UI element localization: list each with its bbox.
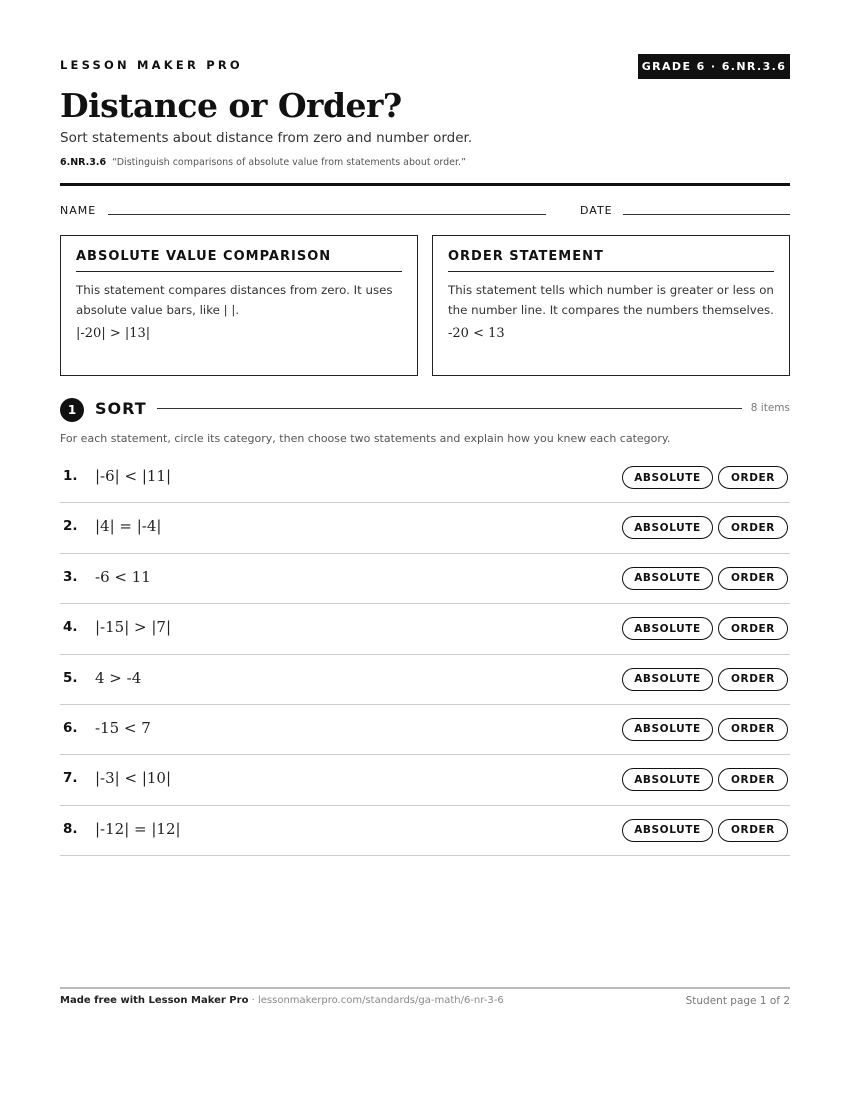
standard-line [60,157,466,168]
item-statement: |-3| < |10| [95,769,172,788]
card-title: ABSOLUTE VALUE COMPARISON [76,249,402,272]
section-instructions: For each statement, circle its category, then choose two statements and explain how you knew each category. [60,432,671,445]
list-item [60,503,790,553]
page-subtitle: Sort statements about distance from zero and number order. [60,130,473,146]
order-choice-button[interactable]: ORDER [718,466,788,489]
statement-list [60,453,790,856]
date-field[interactable] [623,214,790,215]
footer-separator: · [248,995,258,1006]
card-title: ORDER STATEMENT [448,249,774,272]
header-divider [60,183,790,186]
card-description: This statement compares distances from zero. It uses absolute value bars, like | |. [76,283,393,317]
absolute-choice-button[interactable]: ABSOLUTE [622,516,713,539]
item-number: 8. [63,820,78,837]
standard-text: “Distinguish comparisons of absolute value from statements about order.” [112,157,466,168]
card-example: -20 < 13 [448,326,505,341]
absolute-choice-button[interactable]: ABSOLUTE [622,567,713,590]
name-label: NAME [60,204,97,217]
footer-divider [60,987,790,989]
footer-made-with: Made free with Lesson Maker Pro [60,995,249,1006]
worksheet-page [60,0,790,1100]
item-number: 1. [63,468,78,484]
list-item [60,755,790,805]
item-statement: 4 > -4 [95,668,142,687]
item-number: 7. [63,770,78,787]
item-statement: -15 < 7 [95,718,151,737]
item-number: 2. [63,518,78,535]
section-title: SORT [95,399,147,418]
absolute-choice-button[interactable]: ABSOLUTE [622,819,713,842]
item-statement: -6 < 11 [95,567,151,586]
item-number: 6. [63,719,78,736]
grade-badge: GRADE 6 · 6.NR.3.6 [638,54,790,79]
item-count: 8 items [750,402,790,414]
standard-code: 6.NR.3.6 [60,157,107,168]
absolute-choice-button[interactable]: ABSOLUTE [622,466,713,489]
item-statement: |-6| < |11| [95,467,172,485]
list-item [60,806,790,856]
order-choice-button[interactable]: ORDER [718,516,788,539]
list-item [60,554,790,604]
footer-url[interactable]: lessonmakerpro.com/standards/ga-math/6-nr-3-6 [257,995,504,1006]
order-choice-button[interactable]: ORDER [718,768,788,791]
section-divider [157,408,742,409]
page-title: Distance or Order? [60,86,402,125]
name-field[interactable] [108,214,546,215]
absolute-choice-button[interactable]: ABSOLUTE [622,617,713,640]
item-number: 3. [63,568,78,585]
section-number-badge: 1 [60,398,84,422]
absolute-choice-button[interactable]: ABSOLUTE [622,718,713,741]
list-item [60,705,790,755]
page-indicator: Student page 1 of 2 [685,995,790,1007]
list-item [60,604,790,654]
absolute-value-card [60,235,418,376]
list-item [60,655,790,705]
order-statement-card [432,235,790,376]
order-choice-button[interactable]: ORDER [718,819,788,842]
card-example: |-20| > |13| [76,326,151,341]
item-statement: |4| = |-4| [95,517,162,536]
brand-name: LESSON MAKER PRO [60,58,243,72]
footer-credit [60,995,504,1006]
order-choice-button[interactable]: ORDER [718,617,788,640]
item-number: 4. [63,619,78,636]
order-choice-button[interactable]: ORDER [718,718,788,741]
absolute-choice-button[interactable]: ABSOLUTE [622,768,713,791]
card-description: This statement tells which number is greater or less on the number line. It compares the numbers themselves. [448,283,774,317]
date-label: DATE [580,204,613,217]
item-number: 5. [63,669,78,686]
list-item [60,453,790,503]
absolute-choice-button[interactable]: ABSOLUTE [622,668,713,691]
item-statement: |-15| > |7| [95,618,172,637]
order-choice-button[interactable]: ORDER [718,567,788,590]
item-statement: |-12| = |12| [95,819,181,838]
order-choice-button[interactable]: ORDER [718,668,788,691]
